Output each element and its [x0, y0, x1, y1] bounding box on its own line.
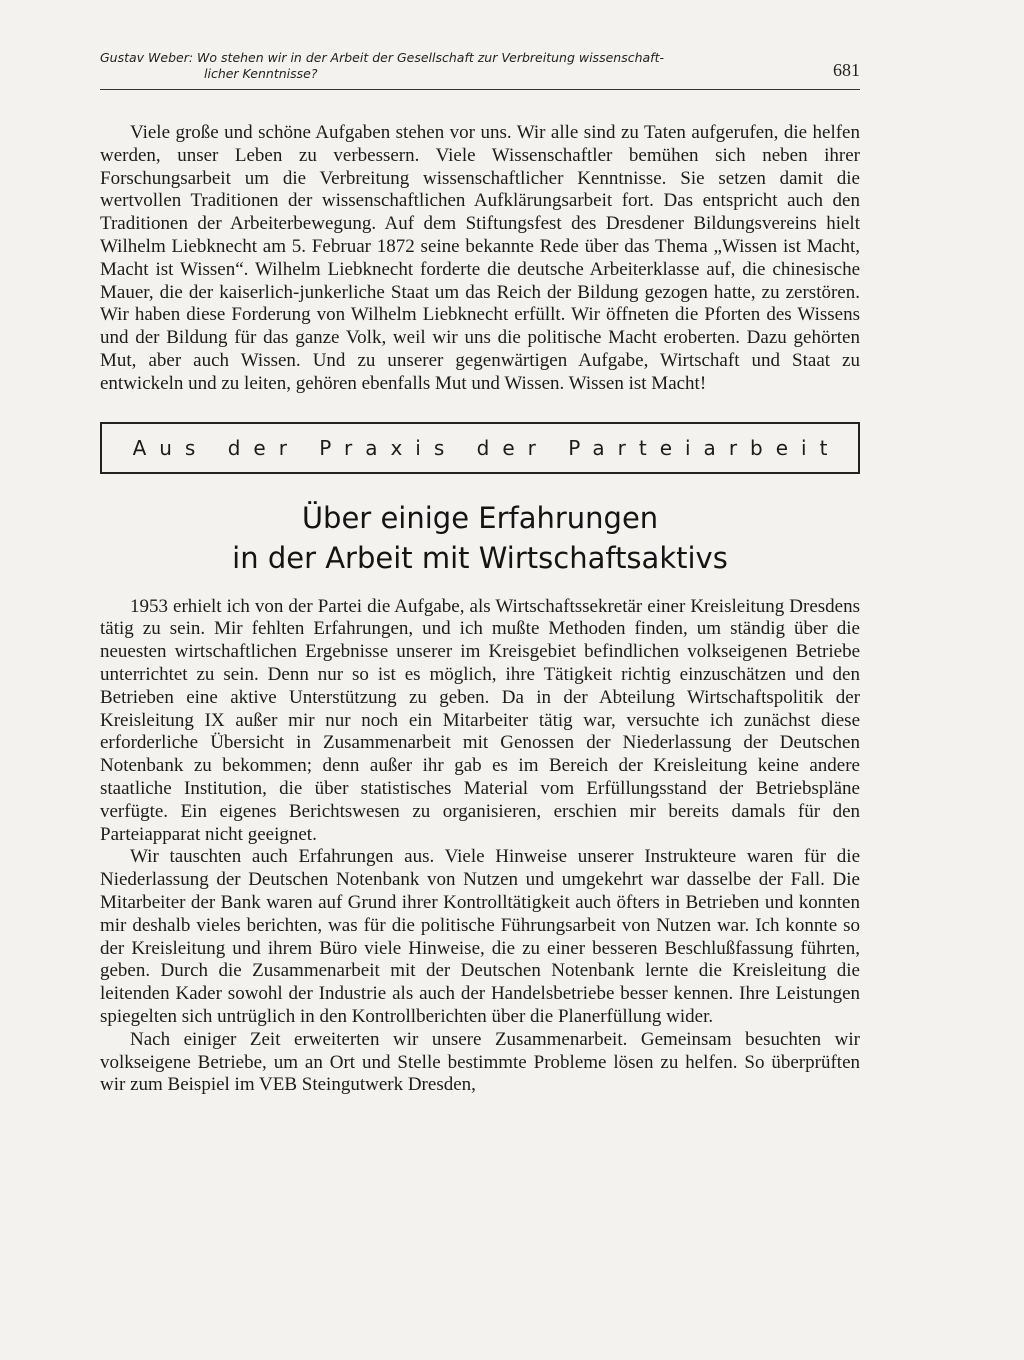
document-page [100, 50, 860, 1097]
paragraph-intro: Viele große und schöne Aufgaben stehen vor uns. Wir alle sind zu Taten aufgerufen, die helfen werden, unser Leben zu verbessern. Viele Wissenschaftler bemühen sich neben ihrer Forschungsarbeit um die Verbreitung wissenschaftlicher Kenntnisse. Sie setzen damit die wertvollen Traditionen der wissenschaftlichen Aufklärungsarbeit fort. Das entspricht auch den Traditionen der Arbeiterbewegung. Auf dem Stiftungsfest des Dresdener Bildungsvereins hielt Wilhelm Liebknecht am 5. Februar 1872 seine bekannte Rede über das Thema „Wissen ist Macht, Macht ist Wissen“. Wilhelm Liebknecht forderte die deutsche Arbeiterklasse auf, die chinesische Mauer, die der kaiserlich-junkerliche Staat um das Reich der Bildung gezogen hatte, zu zerstören. Wir haben diese Forderung von Wilhelm Liebknecht erfüllt. Wir öffneten die Pforten des Wissens und der Bildung für das ganze Volk, weil wir uns die politische Macht eroberten. Dazu gehörten Mut, aber auch Wissen. Und zu unserer gegenwärtigen Aufgabe, Wirtschaft und Staat zu entwickeln und zu leiten, gehören ebenfalls Mut und Wissen. Wissen ist Macht! [100, 122, 860, 394]
running-head-line-1: Gustav Weber: Wo stehen wir in der Arbeit der Gesellschaft zur Verbreitung wissenschaft- [100, 50, 664, 65]
running-head-title [100, 50, 780, 82]
paragraph-article-2: Wir tauschten auch Erfahrungen aus. Viele Hinweise unserer Instrukteure waren für die Niederlassung der Deutschen Notenbank von Nutzen und umgekehrt war dasselbe der Fall. Die Mitarbeiter der Bank waren auf Grund ihrer Kontrolltätigkeit auch öfters in Betrieben und konnten mir deshalb vieles berichten, was für die politische Führungsarbeit von Nutzen war. Ich konnte so der Kreisleitung und ihrem Büro viele Hinweise, die zu einer besseren Beschlußfassung führten, geben. Durch die Zusammenarbeit mit der Deutschen Notenbank lernte die Kreisleitung die leitenden Kader sowohl der Industrie als auch der Handelsbetriebe besser kennen. Ihre Leistungen spiegelten sich untrüglich in den Kontrollberichten über die Planerfüllung wider. [100, 846, 860, 1027]
running-head-line-2: licher Kenntnisse? [204, 66, 318, 81]
article-title-line-1: Über einige Erfahrungen [301, 500, 659, 535]
paragraph-article-3: Nach einiger Zeit erweiterten wir unsere Zusammenarbeit. Gemeinsam besuchten wir volkseigene Betriebe, um an Ort und Stelle bestimmte Probleme lösen zu helfen. So überprüften wir zum Beispiel im VEB Steingutwerk Dresden, [100, 1028, 860, 1096]
paragraph-article-1: 1953 erhielt ich von der Partei die Aufgabe, als Wirtschaftssekretär einer Kreisleitung Dresdens tätig zu sein. Mir fehlten Erfahrungen, und ich mußte Methoden finden, um ständig über die neuesten wirtschaftlichen Ergebnisse unserer im Kreisgebiet befindlichen volkseigenen Betriebe unterrichtet zu sein. Denn nur so ist es möglich, ihre Tätigkeit richtig einzuschätzen und den Betrieben eine aktive Unterstützung zu geben. Da in der Abteilung Wirtschaftspolitik der Kreisleitung IX außer mir nur noch ein Mitarbeiter tätig war, versuchte ich zunächst diese erforderliche Übersicht in Zusammenarbeit mit Genossen der Niederlassung der Deutschen Notenbank zu bekommen; denn außer ihr gab es im Bereich der Kreisleitung keine andere staatliche Institution, die über statistisches Material vom Erfüllungsstand der Betriebspläne verfügte. Ein eigenes Berichtswesen zu organisieren, erschien mir bereits damals für den Parteiapparat nicht geeignet. [100, 595, 860, 845]
article-title [100, 498, 860, 578]
section-heading: Aus der Praxis der Parteiarbeit [132, 435, 841, 460]
section-heading-box [100, 422, 860, 474]
page-number: 681 [833, 60, 860, 80]
running-head [100, 50, 860, 90]
article-title-line-2: in der Arbeit mit Wirtschaftsaktivs [232, 540, 728, 575]
